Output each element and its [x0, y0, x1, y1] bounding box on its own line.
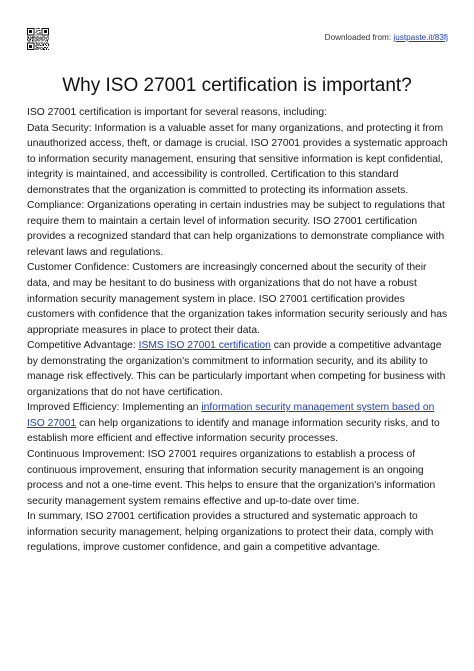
improved-efficiency-text: can help organizations to identify and manage information security risks, and to establish more efficient and effective information security processes. — [27, 417, 440, 445]
competitive-advantage-text: can provide a competitive advantage by demonstrating the organization's commitment to information security, and its ability to manage risk effectively. This can be particularly important when competing for business with organizations that do not have certification. — [27, 340, 446, 398]
document-title: Why ISO 27001 certification is important? — [62, 75, 412, 96]
intro-paragraph: ISO 27001 certification is important for several reasons, including: — [27, 107, 327, 118]
improved-efficiency-paragraph — [27, 400, 452, 447]
source-link[interactable]: justpaste.it/83fj — [393, 33, 448, 42]
compliance-paragraph: Compliance: Organizations operating in certain industries may be subject to regulations that require them to maintain a certain level of information security. ISO 27001 certification provides a recognized standard that can help organizations to demonstrate compliance with relevant laws and regulations. — [27, 200, 445, 258]
competitive-advantage-paragraph — [27, 338, 452, 400]
summary-paragraph: In summary, ISO 27001 certification provides a structured and systematic approach to information security management, helping organizations to protect their data, comply with regulations, improve customer confidence, and gain a competitive advantage. — [27, 511, 434, 554]
document-body — [27, 105, 452, 556]
downloaded-label: Downloaded from: — [324, 33, 394, 42]
qr-code — [27, 28, 49, 50]
isms-certification-link[interactable]: ISMS ISO 27001 certification — [138, 340, 271, 352]
customer-confidence-paragraph: Customer Confidence: Customers are increasingly concerned about the security of their data, and may be hesitant to do business with organizations that do not have a robust information security management system in place. ISO 27001 certification provides customers with confidence that the organization takes information security seriously and has appropriate measures in place to protect their data. — [27, 262, 448, 336]
improved-efficiency-lead: Improved Efficiency: Implementing an — [27, 402, 202, 414]
data-security-paragraph: Data Security: Information is a valuable asset for many organizations, and protecting it from unauthorized access, theft, or damage is crucial. ISO 27001 provides a systematic approach to information security management, ensuring that sensitive information is kept confidential, integrity is maintained, and accessibility is controlled. Certification to this standard demonstrates that the organization is committed to protecting its information assets. — [27, 122, 448, 196]
competitive-advantage-lead: Competitive Advantage: — [27, 340, 139, 352]
downloaded-from — [325, 33, 448, 43]
isms-iso-27001-link[interactable]: information security management system based on ISO 27001 — [27, 402, 435, 429]
continuous-improvement-paragraph: Continuous Improvement: ISO 27001 requires organizations to establish a process of continuous improvement, ensuring that information security management is an ongoing process and not a one-time event. This helps to ensure that the organization's information security management system remains effective and up-to-date over time. — [27, 449, 436, 507]
